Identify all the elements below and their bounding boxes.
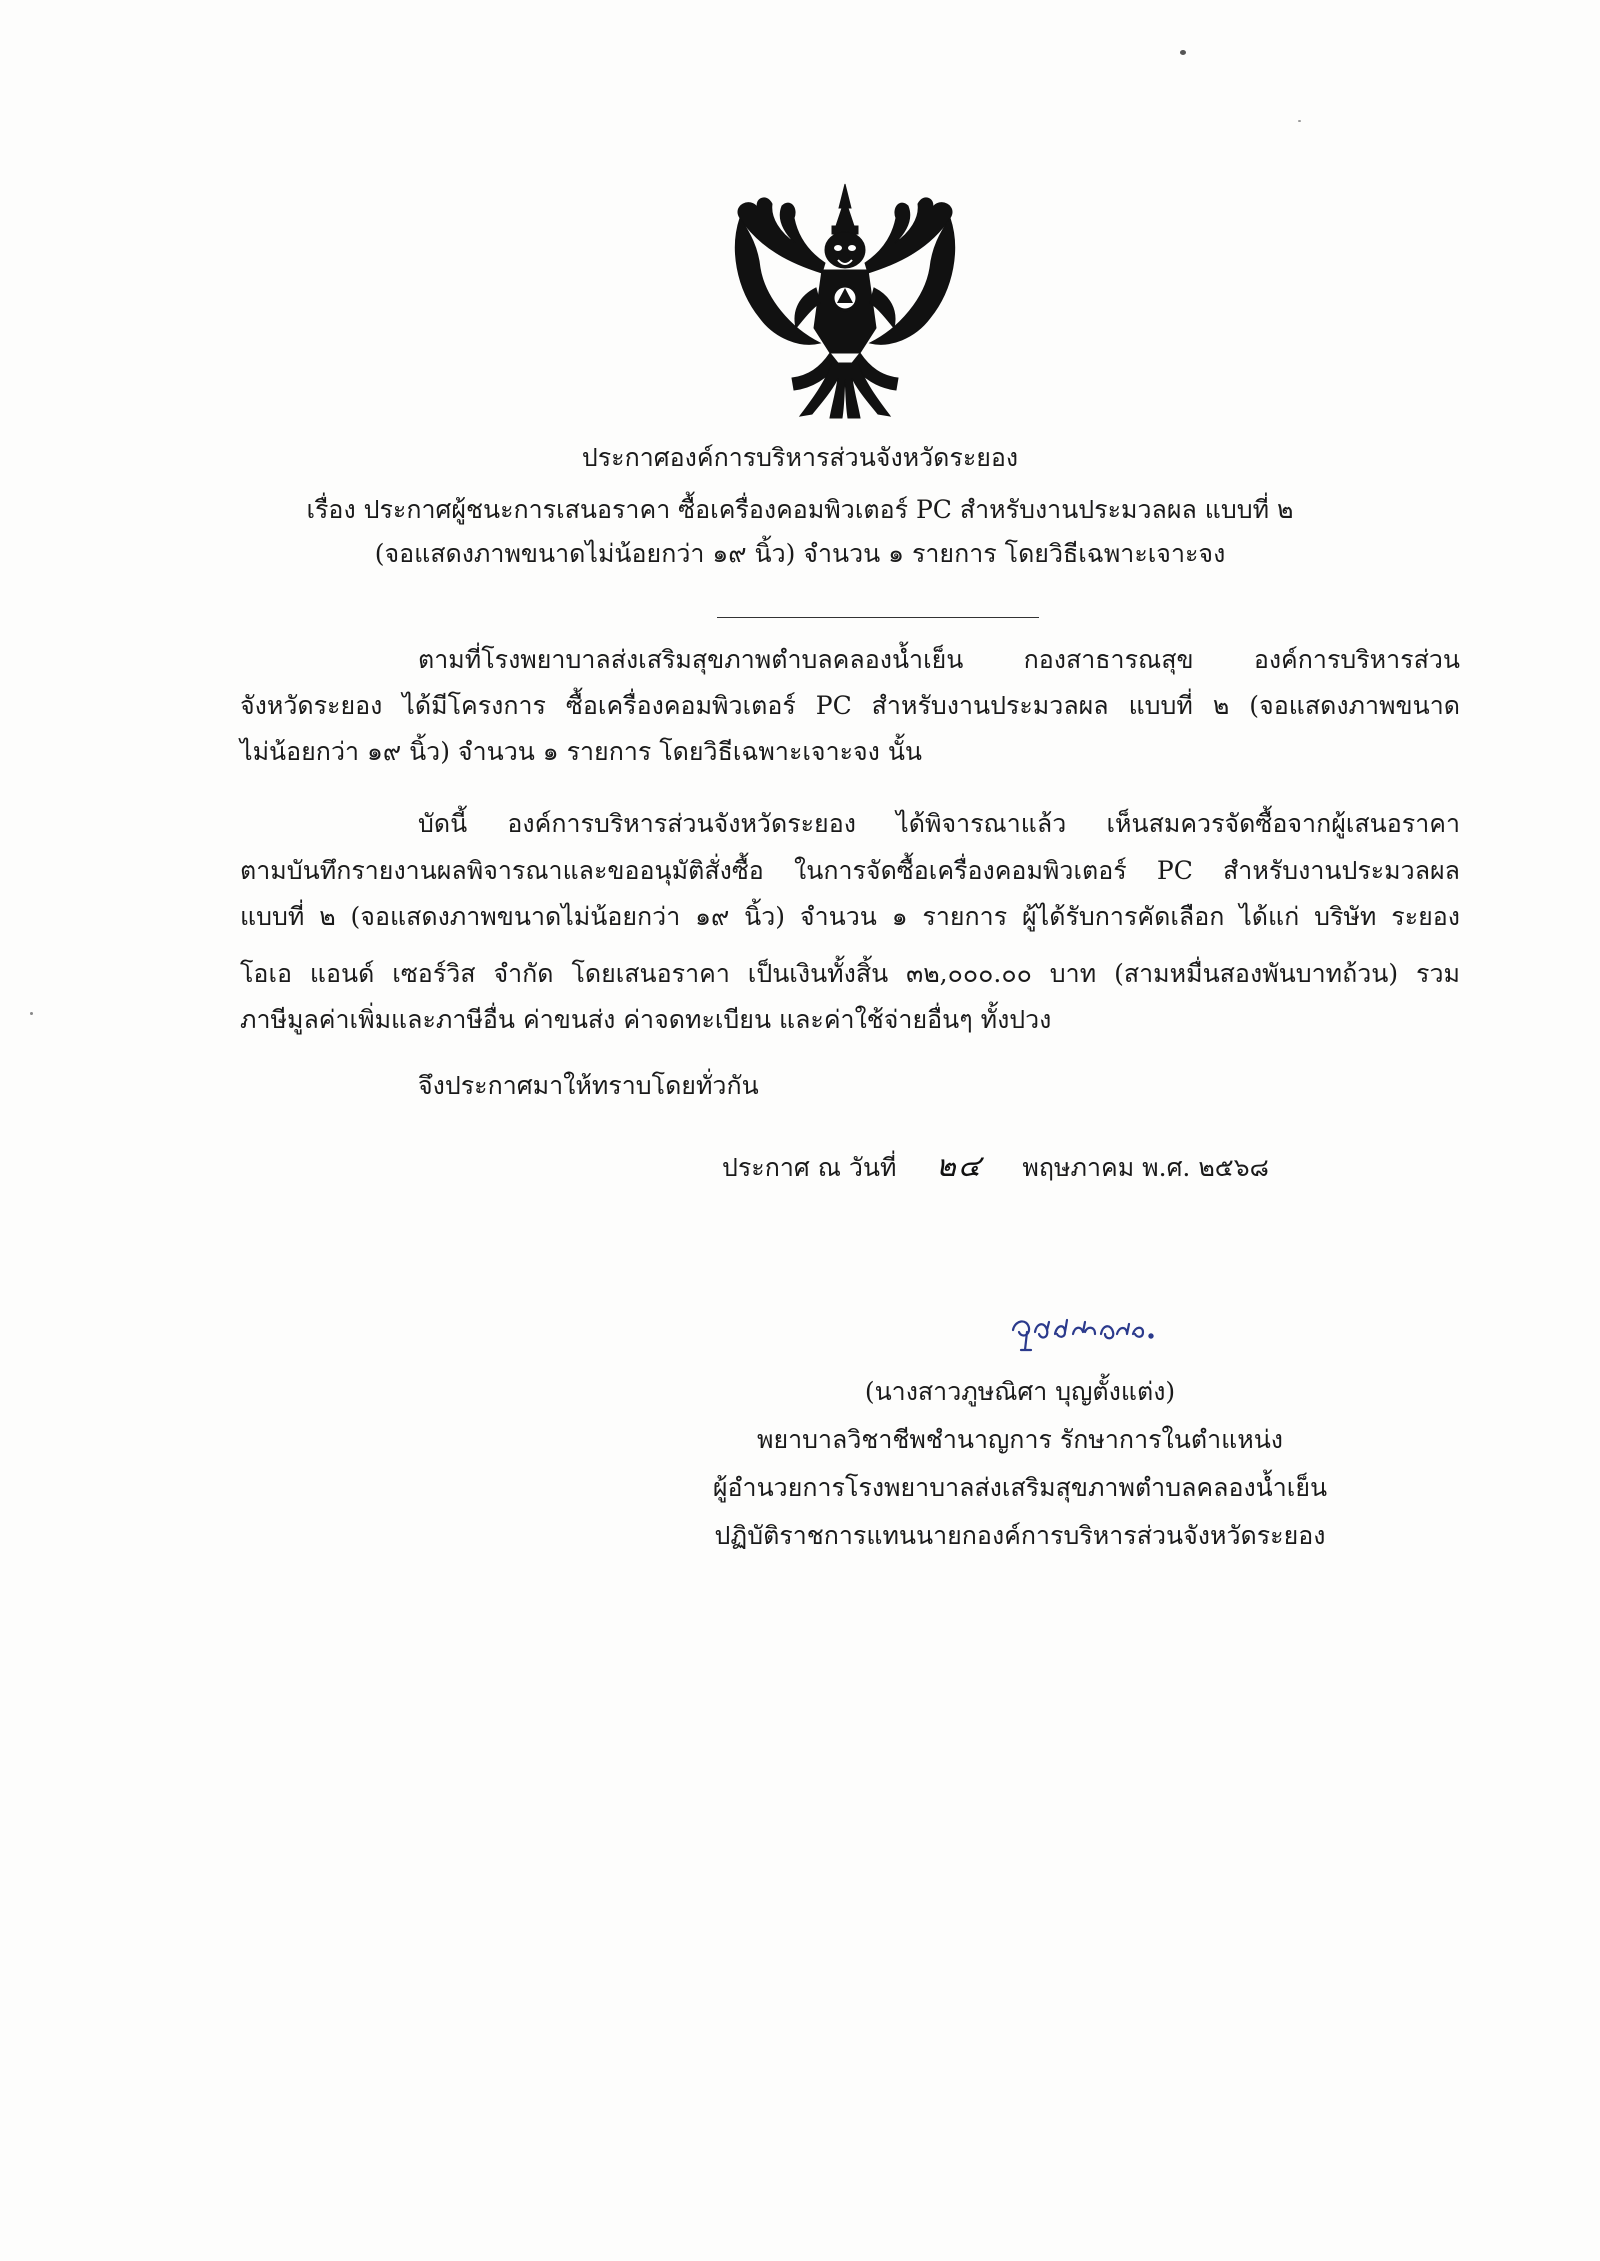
header-divider	[717, 617, 1039, 618]
date-day-handwritten: ๒๔	[936, 1149, 983, 1184]
garuda-emblem-icon	[720, 178, 970, 423]
handwritten-signature	[1005, 1302, 1205, 1362]
signer-position-1: พยาบาลวิชาชีพชำนาญการ รักษาการในตำแหน่ง	[756, 1425, 1283, 1454]
signer-position-3: ปฏิบัติราชการแทนนายกองค์การบริหารส่วนจังหวัดระยอง	[714, 1521, 1326, 1550]
announcement-date	[722, 1150, 1269, 1185]
scan-speck	[30, 1012, 33, 1015]
para1-line-2: จังหวัดระยอง ได้มีโครงการ ซื้อเครื่องคอมพิวเตอร์ PC สำหรับงานประมวลผล แบบที่ ๒ (จอแสดงภาพขนาด	[240, 691, 1460, 720]
date-month-year: พฤษภาคม พ.ศ. ๒๕๖๘	[1022, 1153, 1269, 1182]
para2-line-2: ตามบันทึกรายงานผลพิจารณาและขออนุมัติสั่งซื้อ ในการจัดซื้อเครื่องคอมพิวเตอร์ PC สำหรับงานประมวลผล	[240, 856, 1460, 885]
para2-line-4: โอเอ แอนด์ เซอร์วิส จำกัด โดยเสนอราคา เป็นเงินทั้งสิ้น ๓๒,๐๐๐.๐๐ บาท (สามหมื่นสองพันบาทถ้วน) รวม	[240, 959, 1460, 988]
subject-line-2: (จอแสดงภาพขนาดไม่น้อยกว่า ๑๙ นิ้ว) จำนวน ๑ รายการ โดยวิธีเฉพาะเจาะจง	[374, 539, 1226, 568]
scan-speck	[1180, 50, 1186, 55]
para2-line-3: แบบที่ ๒ (จอแสดงภาพขนาดไม่น้อยกว่า ๑๙ นิ้ว) จำนวน ๑ รายการ ผู้ได้รับการคัดเลือก ได้แก่ บริษัท ระยอง	[240, 902, 1460, 931]
para2-line-5: ภาษีมูลค่าเพิ่มและภาษีอื่น ค่าขนส่ง ค่าจดทะเบียน และค่าใช้จ่ายอื่นๆ ทั้งปวง	[240, 1005, 1052, 1034]
date-prefix: ประกาศ ณ วันที่	[722, 1153, 897, 1182]
para2-line-1: บัดนี้ องค์การบริหารส่วนจังหวัดระยอง ได้พิจารณาแล้ว เห็นสมควรจัดซื้อจากผู้เสนอราคา	[418, 809, 1460, 838]
signer-position-2: ผู้อำนวยการโรงพยาบาลส่งเสริมสุขภาพตำบลคลองน้ำเย็น	[712, 1473, 1328, 1502]
para1-line-1: ตามที่โรงพยาบาลส่งเสริมสุขภาพตำบลคลองน้ำเย็น กองสาธารณสุข องค์การบริหารส่วน	[418, 645, 1460, 674]
para1-line-3: ไม่น้อยกว่า ๑๙ นิ้ว) จำนวน ๑ รายการ โดยวิธีเฉพาะเจาะจง นั้น	[240, 737, 923, 766]
signer-name: (นางสาวภูษณิศา บุญตั้งแต่ง)	[864, 1377, 1176, 1406]
issuer-title: ประกาศองค์การบริหารส่วนจังหวัดระยอง	[581, 443, 1019, 472]
closing-statement: จึงประกาศมาให้ทราบโดยทั่วกัน	[418, 1071, 759, 1100]
scan-speck	[1298, 120, 1301, 122]
subject-line-1: เรื่อง ประกาศผู้ชนะการเสนอราคา ซื้อเครื่องคอมพิวเตอร์ PC สำหรับงานประมวลผล แบบที่ ๒	[306, 495, 1294, 524]
